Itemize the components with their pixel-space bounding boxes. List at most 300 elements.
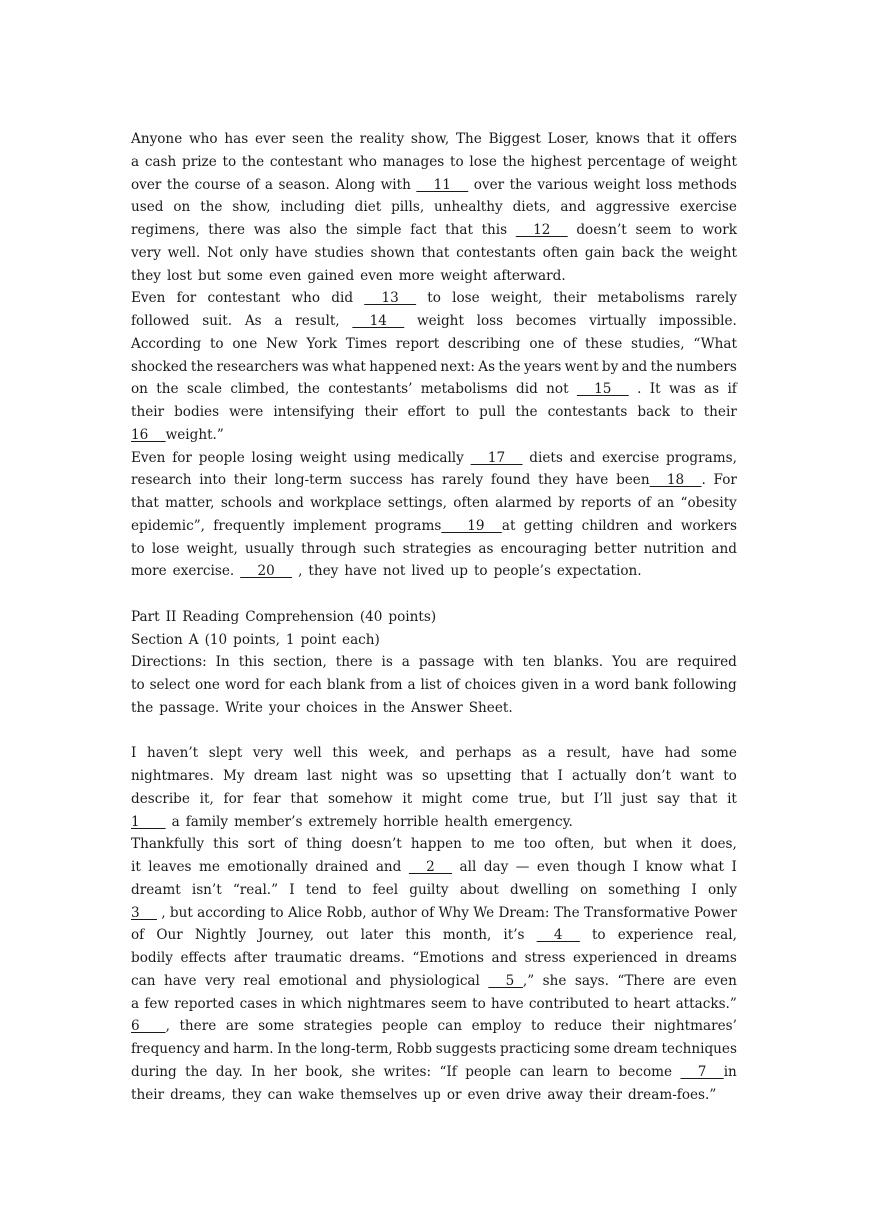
word: Transformative bbox=[584, 904, 690, 921]
word: even bbox=[467, 1086, 501, 1103]
word: exercise. bbox=[172, 563, 235, 580]
word: are bbox=[645, 654, 669, 671]
word: can bbox=[267, 1086, 293, 1103]
word: it bbox=[681, 131, 691, 147]
word: to bbox=[222, 153, 237, 170]
answer-blank-6: 6 bbox=[131, 1018, 166, 1035]
word: contestants bbox=[456, 244, 536, 261]
word: rarely bbox=[695, 290, 737, 307]
word: reduce bbox=[554, 1018, 602, 1035]
word: real bbox=[243, 972, 271, 989]
word: found bbox=[490, 472, 531, 489]
word: back bbox=[637, 404, 671, 420]
word: next: bbox=[440, 358, 475, 375]
word: to bbox=[472, 995, 486, 1012]
word: effort bbox=[407, 404, 446, 420]
word: want bbox=[680, 768, 715, 784]
word: expectation. bbox=[556, 563, 642, 580]
text-line bbox=[131, 151, 737, 174]
word: their bbox=[703, 404, 737, 420]
word: but bbox=[197, 267, 221, 284]
word: frequently bbox=[213, 517, 285, 534]
word: required bbox=[677, 654, 737, 671]
word: percentage bbox=[587, 153, 666, 170]
word: I’ll bbox=[593, 790, 613, 807]
word: for bbox=[176, 290, 197, 307]
answer-blank-3: 3 bbox=[131, 904, 157, 921]
word: health bbox=[444, 813, 489, 830]
word: as bbox=[478, 540, 494, 557]
word: there bbox=[179, 1018, 217, 1035]
word: as bbox=[704, 381, 720, 398]
text-line bbox=[131, 333, 737, 356]
word: and bbox=[621, 358, 648, 375]
word: including bbox=[280, 199, 345, 216]
word: harm. bbox=[232, 1041, 274, 1057]
word: learn bbox=[552, 1063, 589, 1080]
word: only bbox=[707, 881, 737, 898]
word: 1 bbox=[285, 631, 295, 648]
word bbox=[240, 560, 292, 583]
word: Answer bbox=[410, 699, 463, 716]
word: Section bbox=[131, 631, 183, 648]
word: they bbox=[131, 267, 161, 284]
word: but bbox=[169, 904, 193, 921]
word: with bbox=[483, 654, 514, 671]
word: suggests bbox=[435, 1041, 497, 1057]
word: actually bbox=[572, 768, 627, 784]
word: does, bbox=[700, 836, 737, 853]
word: A bbox=[188, 631, 199, 648]
word: happen bbox=[410, 836, 462, 853]
word: (10 bbox=[204, 631, 228, 648]
word: the bbox=[241, 153, 265, 170]
word: me bbox=[493, 836, 515, 853]
word: nightmares. bbox=[131, 768, 214, 784]
word: loss bbox=[645, 176, 673, 193]
text-line bbox=[131, 1015, 737, 1038]
word: 16 weight.” bbox=[131, 424, 224, 447]
word: to bbox=[473, 563, 488, 580]
word: weight bbox=[416, 313, 464, 329]
text-line bbox=[131, 1038, 737, 1061]
word: each bbox=[289, 677, 322, 693]
word: result, bbox=[566, 745, 611, 762]
word: Even bbox=[131, 290, 166, 307]
word: and bbox=[419, 745, 446, 762]
word: a bbox=[407, 677, 416, 693]
word: prize bbox=[182, 153, 217, 170]
word: offers bbox=[697, 131, 737, 147]
word: shocked bbox=[131, 358, 188, 375]
text-line bbox=[131, 128, 737, 151]
word: who bbox=[189, 131, 218, 147]
word: few bbox=[144, 995, 170, 1012]
paragraph-p3 bbox=[131, 447, 737, 584]
word: by bbox=[601, 358, 619, 375]
word: virtually bbox=[589, 313, 647, 329]
word: knows bbox=[595, 131, 640, 147]
word: was bbox=[301, 358, 329, 375]
word: according bbox=[197, 904, 266, 921]
word: of bbox=[637, 495, 651, 511]
word: show, bbox=[410, 131, 450, 147]
word: (40 bbox=[359, 608, 383, 625]
word: As bbox=[244, 313, 262, 329]
word: family bbox=[185, 813, 229, 830]
word: to bbox=[470, 836, 485, 853]
word: so bbox=[422, 768, 438, 784]
word: the bbox=[131, 699, 154, 716]
text-line bbox=[131, 378, 737, 401]
word: gained bbox=[307, 267, 355, 284]
word: section, bbox=[273, 654, 327, 671]
word: doesn’t bbox=[576, 222, 627, 238]
word: simple bbox=[356, 222, 402, 238]
word: somehow bbox=[327, 790, 393, 807]
word: was bbox=[253, 222, 281, 238]
word: We bbox=[473, 904, 495, 921]
word: very bbox=[252, 745, 283, 762]
word: people bbox=[465, 1063, 512, 1080]
word: themselves bbox=[340, 1086, 418, 1103]
word: there bbox=[208, 222, 246, 238]
word: lost bbox=[166, 267, 192, 284]
word: have bbox=[275, 244, 308, 261]
word: dreams bbox=[685, 950, 737, 966]
word: well. bbox=[167, 244, 201, 261]
word: are bbox=[225, 1018, 249, 1035]
word bbox=[471, 447, 523, 470]
word: slept bbox=[208, 745, 243, 762]
word: and bbox=[560, 199, 586, 216]
word: their bbox=[611, 1018, 645, 1035]
paragraph-directions bbox=[131, 651, 737, 719]
word: afterward. bbox=[493, 267, 566, 284]
word: well bbox=[293, 745, 322, 762]
word: their bbox=[588, 1086, 622, 1103]
word: seem bbox=[430, 995, 467, 1012]
word: all bbox=[459, 859, 477, 875]
word: the bbox=[325, 222, 348, 238]
text-line bbox=[131, 651, 737, 674]
text-line bbox=[131, 219, 737, 242]
text-line bbox=[131, 856, 737, 879]
answer-blank-16: 16 bbox=[131, 426, 166, 443]
paragraph-p2 bbox=[131, 287, 737, 446]
word: some bbox=[226, 267, 263, 284]
word: epidemic”, bbox=[131, 517, 205, 534]
word: a bbox=[264, 176, 274, 193]
word: years bbox=[524, 358, 562, 375]
word: up bbox=[423, 1086, 441, 1103]
word: usually bbox=[244, 540, 294, 557]
word: into bbox=[199, 472, 227, 489]
word: something bbox=[608, 881, 681, 898]
word: studies, bbox=[631, 335, 685, 352]
word: “Emotions bbox=[412, 950, 484, 966]
word: or bbox=[446, 1086, 462, 1103]
word: perhaps bbox=[455, 745, 512, 762]
word: word bbox=[594, 677, 630, 693]
paragraph-p1 bbox=[131, 128, 737, 287]
word: that bbox=[646, 131, 675, 147]
word: word bbox=[224, 677, 260, 693]
word: success bbox=[349, 472, 403, 489]
word: I bbox=[289, 881, 295, 898]
word: for bbox=[264, 677, 285, 693]
word: bodily bbox=[131, 950, 173, 966]
word: that bbox=[131, 495, 159, 511]
paragraph-gap bbox=[131, 583, 737, 606]
text-line bbox=[131, 560, 737, 583]
word: dreams. bbox=[349, 950, 405, 966]
word: isn’t bbox=[191, 881, 222, 898]
word: methods bbox=[677, 176, 737, 193]
word: over bbox=[473, 176, 505, 193]
word: come bbox=[471, 790, 509, 807]
text-line bbox=[131, 174, 737, 197]
word: intensifying bbox=[273, 404, 355, 420]
word: impossible. bbox=[659, 313, 737, 329]
word: some bbox=[700, 745, 737, 762]
word: there bbox=[335, 654, 373, 671]
word: nightmares’ bbox=[654, 1018, 737, 1035]
word: exercise bbox=[602, 449, 660, 466]
word: when bbox=[635, 836, 673, 853]
word: their bbox=[131, 404, 165, 420]
word: programs, bbox=[666, 449, 737, 466]
word: “obesity bbox=[680, 495, 737, 511]
word: various bbox=[537, 176, 588, 193]
word: have bbox=[344, 563, 377, 580]
word bbox=[537, 924, 580, 947]
word: Times bbox=[345, 335, 388, 352]
document-page bbox=[131, 128, 737, 1106]
word: this bbox=[481, 222, 508, 238]
word: Our bbox=[156, 927, 183, 944]
word: they bbox=[308, 563, 339, 580]
word: it bbox=[402, 790, 413, 807]
word: very bbox=[204, 972, 235, 989]
text-line bbox=[131, 811, 737, 834]
word: describe bbox=[131, 790, 190, 807]
word: to bbox=[347, 881, 362, 898]
word: fact bbox=[410, 222, 437, 238]
text-line bbox=[131, 902, 737, 925]
word: programs 19 at bbox=[375, 515, 516, 538]
answer-blank-7: 7 bbox=[680, 1063, 724, 1080]
word: though bbox=[576, 859, 626, 875]
word: contributed bbox=[528, 995, 610, 1012]
word: of bbox=[671, 153, 685, 170]
word: the bbox=[502, 153, 525, 170]
word: had bbox=[664, 745, 691, 762]
word: of bbox=[563, 335, 577, 352]
word: Dream: bbox=[498, 904, 550, 921]
word: Robb, bbox=[326, 904, 367, 921]
word: to bbox=[269, 904, 284, 921]
word: it bbox=[131, 859, 141, 875]
word: settings, bbox=[387, 495, 447, 511]
word: employ bbox=[471, 1018, 522, 1035]
word: has bbox=[410, 472, 435, 489]
answer-blank-2: 2 bbox=[408, 859, 453, 875]
word: can bbox=[519, 1063, 545, 1080]
word: researchers bbox=[216, 358, 299, 375]
word: member’s bbox=[234, 813, 303, 830]
word: wake bbox=[298, 1086, 335, 1103]
word: have bbox=[621, 745, 655, 762]
word: they bbox=[231, 1086, 262, 1103]
word: each) bbox=[342, 631, 380, 648]
word: and bbox=[203, 1041, 230, 1057]
word: heart bbox=[633, 995, 671, 1012]
word: choices bbox=[464, 677, 517, 693]
word: weight, bbox=[186, 540, 238, 557]
word: up bbox=[450, 563, 468, 580]
text-line bbox=[131, 788, 737, 811]
answer-blank-14: 14 bbox=[352, 313, 405, 329]
word: a bbox=[581, 677, 590, 693]
word: the bbox=[156, 381, 179, 398]
word: loss bbox=[476, 313, 504, 329]
word: exercise bbox=[679, 199, 737, 216]
word: Along bbox=[335, 176, 376, 193]
word: contestants’ bbox=[328, 381, 413, 398]
word: seen bbox=[292, 131, 324, 147]
word: dwelling bbox=[510, 881, 569, 898]
word: a bbox=[171, 813, 180, 830]
word: day. bbox=[215, 1063, 243, 1080]
word: the bbox=[650, 358, 673, 375]
text-line bbox=[131, 242, 737, 265]
word: of bbox=[131, 927, 145, 944]
word: 6 , bbox=[131, 1015, 170, 1038]
text-line bbox=[131, 287, 737, 310]
word: happened bbox=[369, 358, 438, 375]
word: the bbox=[294, 1041, 318, 1057]
text-line bbox=[131, 697, 737, 720]
word: reality bbox=[359, 131, 405, 147]
answer-blank-12: 12 bbox=[515, 222, 568, 238]
text-line bbox=[131, 447, 737, 470]
word: by bbox=[558, 495, 575, 511]
word: the bbox=[515, 404, 538, 420]
word: reports bbox=[580, 495, 632, 511]
word: Journey, bbox=[258, 927, 315, 944]
word: in bbox=[563, 677, 577, 693]
word: her bbox=[273, 1063, 297, 1080]
word: metabolisms bbox=[420, 381, 508, 398]
word: research bbox=[131, 472, 192, 489]
word: some bbox=[573, 1041, 610, 1057]
word: highest bbox=[530, 153, 582, 170]
word: numbers bbox=[676, 358, 737, 375]
word: did bbox=[516, 381, 538, 398]
word: choices bbox=[306, 699, 358, 716]
word: — bbox=[515, 859, 530, 875]
word: used bbox=[131, 199, 164, 216]
word: The bbox=[553, 904, 580, 921]
word: if bbox=[727, 381, 737, 398]
word: experienced bbox=[573, 950, 658, 966]
word: away bbox=[547, 1086, 583, 1103]
word: in bbox=[282, 995, 296, 1012]
word: unhealthy bbox=[434, 199, 503, 216]
word: a bbox=[131, 995, 140, 1012]
word: it, bbox=[199, 790, 214, 807]
word: points) bbox=[388, 608, 437, 625]
text-line bbox=[131, 993, 737, 1016]
word: one bbox=[529, 335, 555, 352]
word: Reading bbox=[182, 608, 240, 625]
text-line bbox=[131, 606, 737, 629]
word: are bbox=[673, 972, 696, 989]
text-line bbox=[131, 401, 737, 424]
word: Part bbox=[131, 608, 160, 625]
word: out bbox=[326, 927, 349, 944]
word: of bbox=[446, 677, 460, 693]
word: doesn’t bbox=[351, 836, 402, 853]
text-line bbox=[131, 879, 737, 902]
word: According bbox=[131, 335, 202, 352]
word: in bbox=[665, 950, 679, 966]
word: about bbox=[459, 881, 499, 898]
word: , bbox=[161, 904, 166, 921]
word: reported bbox=[174, 995, 235, 1012]
word: extremely bbox=[308, 813, 378, 830]
word: attacks.” bbox=[675, 995, 737, 1012]
word: cases bbox=[239, 995, 278, 1012]
word: climbed, bbox=[230, 381, 290, 398]
word: were bbox=[229, 404, 264, 420]
text-line bbox=[131, 356, 737, 379]
word: experience bbox=[617, 927, 694, 944]
word: too bbox=[523, 836, 546, 853]
word: work bbox=[702, 222, 737, 238]
word: stress bbox=[524, 950, 566, 966]
text-line bbox=[131, 1084, 737, 1107]
answer-blank-1: 1 bbox=[131, 813, 166, 830]
word: As bbox=[478, 358, 496, 375]
word: later bbox=[360, 927, 394, 944]
text-line bbox=[131, 515, 737, 538]
word: Even bbox=[131, 449, 166, 466]
word: to bbox=[680, 222, 694, 238]
answer-blank-17: 17 bbox=[470, 449, 523, 466]
text-line bbox=[131, 765, 737, 788]
word: an bbox=[657, 495, 675, 511]
word: implement bbox=[292, 517, 367, 534]
word: she bbox=[351, 1063, 376, 1080]
word: better bbox=[594, 540, 637, 557]
word: using bbox=[353, 449, 391, 466]
word: Sheet. bbox=[468, 699, 513, 716]
word bbox=[577, 378, 629, 401]
word: bodies bbox=[174, 404, 220, 420]
word: pull bbox=[479, 404, 506, 420]
word: their bbox=[233, 472, 267, 489]
word: pills, bbox=[391, 199, 425, 216]
word: a bbox=[131, 153, 140, 170]
word: Alice bbox=[287, 904, 323, 921]
word: weight bbox=[299, 449, 347, 466]
word: their bbox=[131, 1086, 165, 1103]
word: is bbox=[381, 654, 393, 671]
word: Robb bbox=[396, 1041, 433, 1057]
word: matter, bbox=[165, 495, 215, 511]
